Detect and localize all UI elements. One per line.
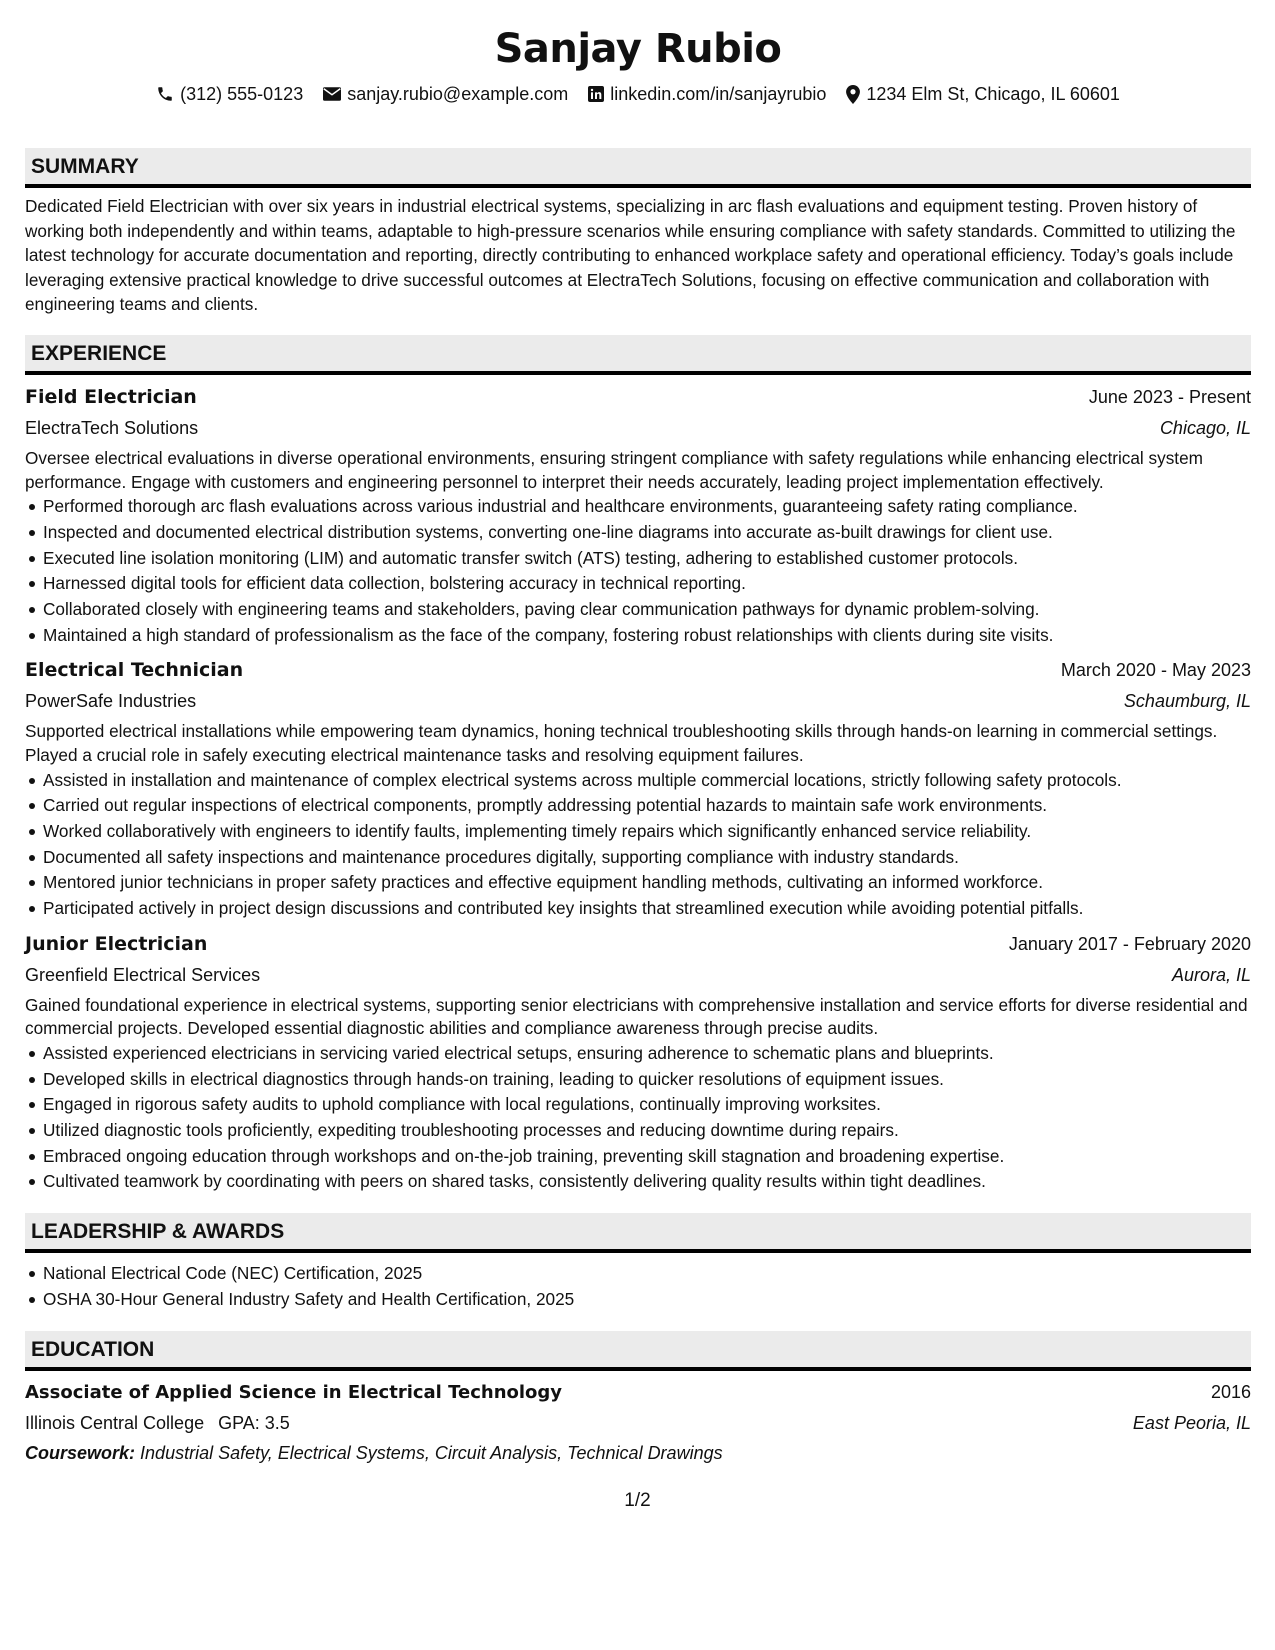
job-bullet-list xyxy=(25,768,1251,922)
coursework-label: Coursework: xyxy=(25,1442,136,1463)
list-item: Collaborated closely with engineering teams and stakeholders, paving clear communication pathways for dynamic problem-solving. xyxy=(43,597,1251,623)
job-entry xyxy=(25,654,1251,921)
candidate-name: Sanjay Rubio xyxy=(494,26,782,72)
awards-list xyxy=(25,1261,1251,1312)
edu-school: Illinois Central College xyxy=(25,1412,205,1433)
job-company: PowerSafe Industries xyxy=(25,691,197,712)
edu-degree: Associate of Applied Science in Electrical Technology xyxy=(25,1381,563,1403)
list-item: Inspected and documented electrical distribution systems, converting one-line diagrams into accurate as-built drawings for client use. xyxy=(43,520,1251,546)
map-pin-icon xyxy=(846,85,860,104)
experience-section-header xyxy=(25,335,1251,375)
phone-icon xyxy=(156,85,174,103)
list-item: Developed skills in electrical diagnostics through hands-on training, leading to quicker resolutions of equipment issues. xyxy=(43,1067,1251,1093)
contact-phone xyxy=(156,84,303,105)
job-title: Electrical Technician xyxy=(25,659,244,682)
list-item: OSHA 30-Hour General Industry Safety and Health Certification, 2025 xyxy=(43,1287,1251,1313)
resume-page xyxy=(25,0,1251,1468)
awards-section-header xyxy=(25,1213,1251,1253)
contact-email[interactable] xyxy=(323,84,568,105)
linkedin-text[interactable]: linkedin.com/in/sanjayrubio xyxy=(610,83,827,104)
awards-heading: LEADERSHIP & AWARDS xyxy=(31,1220,285,1244)
summary-heading: SUMMARY xyxy=(31,155,139,178)
job-location: Aurora, IL xyxy=(1171,964,1251,985)
education-section-header xyxy=(25,1331,1251,1371)
summary-section-header xyxy=(25,148,1251,188)
job-company: ElectraTech Solutions xyxy=(25,417,199,438)
edu-coursework xyxy=(25,1438,1251,1468)
email-text[interactable]: sanjay.rubio@example.com xyxy=(347,83,569,104)
edu-gpa: GPA: 3.5 xyxy=(218,1412,290,1433)
list-item: Harnessed digital tools for efficient data collection, bolstering accuracy in technical reporting. xyxy=(43,571,1251,597)
edu-location: East Peoria, IL xyxy=(1132,1412,1251,1433)
job-description: Oversee electrical evaluations in diverse operational environments, ensuring stringent compliance with safety regulations while enhancing electrical system performance. Engage with customers and engineering personnel to interpret their needs accurately, leading project implementation effectively. xyxy=(25,447,1203,492)
list-item: Executed line isolation monitoring (LIM) and automatic transfer switch (ATS) testing, adhering to established customer protocols. xyxy=(43,546,1251,572)
contact-address xyxy=(846,84,1120,105)
job-title: Field Electrician xyxy=(25,385,197,408)
education-entry xyxy=(25,1377,1251,1468)
job-location: Schaumburg, IL xyxy=(1123,691,1251,712)
job-location: Chicago, IL xyxy=(1159,417,1251,438)
list-item: Cultivated teamwork by coordinating with peers on shared tasks, consistently delivering quality results within tight deadlines. xyxy=(43,1169,1251,1195)
job-description: Supported electrical installations while empowering team dynamics, honing technical troubleshooting skills through hands-on learning in commercial settings. Played a crucial role in safely executing electrical maintenance tasks and resolving equipment failures. xyxy=(25,721,1218,765)
summary-text: Dedicated Field Electrician with over six years in industrial electrical systems, specializing in arc flash evaluations and equipment testing. Proven history of working both independently and within teams, adaptable to high-pressure scenarios while ensuring compliance with safety standards. Committed to utilizing the latest technology for accurate documentation and reporting, directly contributing to enhanced workplace safety and operational efficiency. Today’s goals include leveraging extensive practical knowledge to drive successful outcomes at ElectraTech Solutions, focusing on effective communication and collaboration with engineering teams and clients. xyxy=(25,196,1236,315)
phone-text: (312) 555-0123 xyxy=(180,83,304,104)
job-description: Gained foundational experience in electrical systems, supporting senior electricians with comprehensive installation and service efforts for diverse residential and commercial projects. Developed essential diagnostic abilities and compliance awareness through precise audits. xyxy=(25,994,1248,1039)
job-bullet-list xyxy=(25,494,1251,648)
education-heading: EDUCATION xyxy=(31,1337,155,1361)
address-text: 1234 Elm St, Chicago, IL 60601 xyxy=(866,83,1120,104)
list-item: Utilized diagnostic tools proficiently, expediting troubleshooting processes and reducing downtime during repairs. xyxy=(43,1118,1251,1144)
edu-year: 2016 xyxy=(1210,1381,1251,1402)
list-item: Assisted experienced electricians in servicing varied electrical setups, ensuring adherence to schematic plans and blueprints. xyxy=(43,1041,1251,1067)
linkedin-icon xyxy=(588,86,604,102)
contact-line xyxy=(25,80,1251,108)
job-dates: January 2017 - February 2020 xyxy=(1008,933,1251,954)
coursework-text: Industrial Safety, Electrical Systems, Circuit Analysis, Technical Drawings xyxy=(140,1442,723,1463)
list-item: Assisted in installation and maintenance of complex electrical systems across multiple commercial locations, strictly following safety protocols. xyxy=(43,768,1251,794)
job-entry xyxy=(25,381,1251,648)
list-item: Mentored junior technicians in proper safety practices and effective equipment handling methods, cultivating an informed workforce. xyxy=(43,870,1251,896)
list-item: Maintained a high standard of professionalism as the face of the company, fostering robust relationships with clients during site visits. xyxy=(43,623,1251,649)
list-item: Engaged in rigorous safety audits to uphold compliance with local regulations, continually improving worksites. xyxy=(43,1092,1251,1118)
job-entry xyxy=(25,928,1251,1195)
list-item: Performed thorough arc flash evaluations across various industrial and healthcare environments, guaranteeing safety rating compliance. xyxy=(43,494,1251,520)
list-item: Documented all safety inspections and maintenance procedures digitally, supporting compliance with industry standards. xyxy=(43,845,1251,871)
job-dates: June 2023 - Present xyxy=(1088,386,1251,407)
job-dates: March 2020 - May 2023 xyxy=(1060,660,1251,681)
contact-linkedin[interactable] xyxy=(588,84,826,105)
list-item: Embraced ongoing education through workshops and on-the-job training, preventing skill stagnation and broadening expertise. xyxy=(43,1144,1251,1170)
envelope-icon xyxy=(323,87,341,101)
job-bullet-list xyxy=(25,1041,1251,1195)
list-item: National Electrical Code (NEC) Certification, 2025 xyxy=(43,1261,1251,1287)
job-company: Greenfield Electrical Services xyxy=(25,964,261,985)
experience-heading: EXPERIENCE xyxy=(31,341,167,365)
list-item: Worked collaboratively with engineers to identify faults, implementing timely repairs which significantly enhanced service reliability. xyxy=(43,819,1251,845)
list-item: Carried out regular inspections of electrical components, promptly addressing potential hazards to maintain safe work environments. xyxy=(43,793,1251,819)
page-number: 1/2 xyxy=(624,1490,651,1511)
list-item: Participated actively in project design discussions and contributed key insights that streamlined execution while avoiding potential pitfalls. xyxy=(43,896,1251,922)
job-title: Junior Electrician xyxy=(25,932,208,955)
